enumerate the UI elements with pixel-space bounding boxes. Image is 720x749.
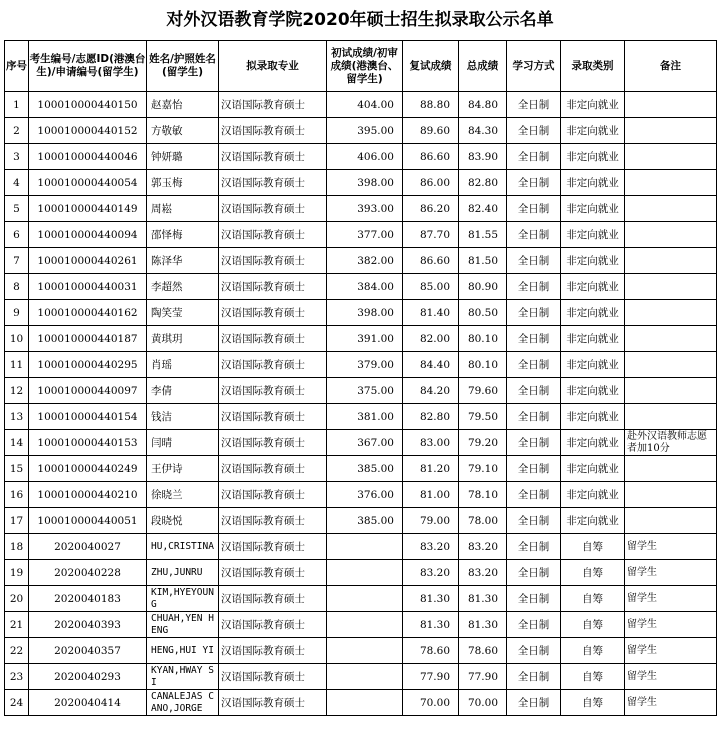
- row-exam-id: 100010000440261: [29, 248, 147, 274]
- row-total-score: 82.40: [459, 196, 507, 222]
- table-row: [5, 300, 717, 326]
- row-seq: 22: [5, 638, 29, 664]
- row-total-score: 84.80: [459, 92, 507, 118]
- row-admission-category: 非定向就业: [561, 378, 625, 404]
- table-row: [5, 456, 717, 482]
- row-seq: 3: [5, 144, 29, 170]
- row-retest-score: 83.20: [403, 560, 459, 586]
- row-admission-category: 自筹: [561, 560, 625, 586]
- row-seq: 5: [5, 196, 29, 222]
- row-seq: 11: [5, 352, 29, 378]
- row-initial-score: [327, 586, 403, 612]
- row-total-score: 83.20: [459, 560, 507, 586]
- row-study-mode: 全日制: [507, 534, 561, 560]
- header-col-initial-score: 初试成绩/初审成绩(港澳台、留学生): [327, 41, 403, 92]
- table-row: [5, 222, 717, 248]
- table-row: [5, 586, 717, 612]
- row-retest-score: 81.00: [403, 482, 459, 508]
- row-retest-score: 86.00: [403, 170, 459, 196]
- row-admission-category: 非定向就业: [561, 482, 625, 508]
- row-exam-id: 100010000440054: [29, 170, 147, 196]
- row-seq: 19: [5, 560, 29, 586]
- row-name: 周崧: [147, 196, 219, 222]
- row-seq: 2: [5, 118, 29, 144]
- row-retest-score: 79.00: [403, 508, 459, 534]
- row-initial-score: 375.00: [327, 378, 403, 404]
- row-name: CANALEJAS CANO,JORGE: [147, 690, 219, 716]
- header-col-study-mode: 学习方式: [507, 41, 561, 92]
- row-exam-id: 100010000440152: [29, 118, 147, 144]
- table-row: [5, 378, 717, 404]
- row-retest-score: 78.60: [403, 638, 459, 664]
- row-major: 汉语国际教育硕士: [219, 482, 327, 508]
- row-total-score: 79.50: [459, 404, 507, 430]
- row-name: 李倩: [147, 378, 219, 404]
- row-seq: 21: [5, 612, 29, 638]
- row-exam-id: 2020040293: [29, 664, 147, 690]
- table-row: [5, 612, 717, 638]
- header-row: [5, 41, 717, 92]
- row-exam-id: 100010000440097: [29, 378, 147, 404]
- row-major: 汉语国际教育硕士: [219, 196, 327, 222]
- row-study-mode: 全日制: [507, 404, 561, 430]
- row-retest-score: 83.20: [403, 534, 459, 560]
- row-remarks: [625, 274, 717, 300]
- row-retest-score: 77.90: [403, 664, 459, 690]
- row-major: 汉语国际教育硕士: [219, 560, 327, 586]
- row-admission-category: 非定向就业: [561, 274, 625, 300]
- row-study-mode: 全日制: [507, 196, 561, 222]
- row-total-score: 79.10: [459, 456, 507, 482]
- row-study-mode: 全日制: [507, 560, 561, 586]
- row-total-score: 79.60: [459, 378, 507, 404]
- row-exam-id: 2020040357: [29, 638, 147, 664]
- admission-table: [4, 40, 717, 716]
- row-initial-score: 377.00: [327, 222, 403, 248]
- row-study-mode: 全日制: [507, 378, 561, 404]
- row-exam-id: 2020040393: [29, 612, 147, 638]
- row-admission-category: 自筹: [561, 690, 625, 716]
- row-admission-category: 非定向就业: [561, 456, 625, 482]
- row-major: 汉语国际教育硕士: [219, 352, 327, 378]
- row-initial-score: 385.00: [327, 456, 403, 482]
- row-seq: 15: [5, 456, 29, 482]
- row-remarks: [625, 144, 717, 170]
- row-study-mode: 全日制: [507, 118, 561, 144]
- row-total-score: 78.00: [459, 508, 507, 534]
- row-admission-category: 非定向就业: [561, 222, 625, 248]
- row-initial-score: 395.00: [327, 118, 403, 144]
- row-initial-score: [327, 534, 403, 560]
- row-seq: 4: [5, 170, 29, 196]
- row-study-mode: 全日制: [507, 586, 561, 612]
- row-initial-score: 381.00: [327, 404, 403, 430]
- row-name: 赵嘉怡: [147, 92, 219, 118]
- row-study-mode: 全日制: [507, 664, 561, 690]
- row-major: 汉语国际教育硕士: [219, 664, 327, 690]
- row-admission-category: 非定向就业: [561, 430, 625, 456]
- row-total-score: 70.00: [459, 690, 507, 716]
- row-initial-score: 384.00: [327, 274, 403, 300]
- table-row: [5, 482, 717, 508]
- row-seq: 9: [5, 300, 29, 326]
- table-row: [5, 170, 717, 196]
- row-seq: 24: [5, 690, 29, 716]
- row-remarks: [625, 404, 717, 430]
- row-name: 徐晓兰: [147, 482, 219, 508]
- row-admission-category: 非定向就业: [561, 404, 625, 430]
- header-col-name: 姓名/护照姓名(留学生): [147, 41, 219, 92]
- row-admission-category: 非定向就业: [561, 170, 625, 196]
- row-remarks: 赴外汉语教师志愿者加10分: [625, 430, 717, 456]
- row-retest-score: 83.00: [403, 430, 459, 456]
- row-study-mode: 全日制: [507, 92, 561, 118]
- table-row: [5, 560, 717, 586]
- row-seq: 6: [5, 222, 29, 248]
- row-remarks: 留学生: [625, 638, 717, 664]
- row-exam-id: 2020040183: [29, 586, 147, 612]
- row-initial-score: 406.00: [327, 144, 403, 170]
- row-name: ZHU,JUNRU: [147, 560, 219, 586]
- row-major: 汉语国际教育硕士: [219, 508, 327, 534]
- row-remarks: [625, 118, 717, 144]
- row-total-score: 80.90: [459, 274, 507, 300]
- row-major: 汉语国际教育硕士: [219, 170, 327, 196]
- row-retest-score: 81.40: [403, 300, 459, 326]
- row-remarks: 留学生: [625, 690, 717, 716]
- table-row: [5, 248, 717, 274]
- row-remarks: [625, 170, 717, 196]
- row-initial-score: [327, 664, 403, 690]
- row-name: 方敬敏: [147, 118, 219, 144]
- row-name: HU,CRISTINA: [147, 534, 219, 560]
- row-total-score: 80.10: [459, 326, 507, 352]
- table-row: [5, 118, 717, 144]
- row-exam-id: 100010000440154: [29, 404, 147, 430]
- row-retest-score: 81.20: [403, 456, 459, 482]
- row-total-score: 78.60: [459, 638, 507, 664]
- row-initial-score: 379.00: [327, 352, 403, 378]
- row-name: 闫晴: [147, 430, 219, 456]
- row-remarks: [625, 456, 717, 482]
- row-admission-category: 非定向就业: [561, 300, 625, 326]
- row-study-mode: 全日制: [507, 690, 561, 716]
- row-initial-score: [327, 638, 403, 664]
- header-col-seq: 序号: [5, 41, 29, 92]
- row-seq: 17: [5, 508, 29, 534]
- row-retest-score: 87.70: [403, 222, 459, 248]
- row-total-score: 80.10: [459, 352, 507, 378]
- row-exam-id: 2020040414: [29, 690, 147, 716]
- table-row: [5, 404, 717, 430]
- row-study-mode: 全日制: [507, 300, 561, 326]
- row-exam-id: 100010000440051: [29, 508, 147, 534]
- row-exam-id: 100010000440295: [29, 352, 147, 378]
- row-remarks: [625, 222, 717, 248]
- row-study-mode: 全日制: [507, 248, 561, 274]
- row-total-score: 82.80: [459, 170, 507, 196]
- row-retest-score: 81.30: [403, 612, 459, 638]
- row-seq: 10: [5, 326, 29, 352]
- row-retest-score: 86.20: [403, 196, 459, 222]
- table-row: [5, 274, 717, 300]
- row-admission-category: 自筹: [561, 638, 625, 664]
- row-exam-id: 100010000440153: [29, 430, 147, 456]
- table-row: [5, 430, 717, 456]
- row-exam-id: 2020040027: [29, 534, 147, 560]
- row-exam-id: 100010000440031: [29, 274, 147, 300]
- row-total-score: 78.10: [459, 482, 507, 508]
- row-remarks: [625, 378, 717, 404]
- row-remarks: 留学生: [625, 612, 717, 638]
- row-remarks: 留学生: [625, 664, 717, 690]
- row-retest-score: 89.60: [403, 118, 459, 144]
- row-initial-score: 393.00: [327, 196, 403, 222]
- row-major: 汉语国际教育硕士: [219, 638, 327, 664]
- row-exam-id: 2020040228: [29, 560, 147, 586]
- row-study-mode: 全日制: [507, 170, 561, 196]
- row-study-mode: 全日制: [507, 352, 561, 378]
- row-exam-id: 100010000440094: [29, 222, 147, 248]
- row-admission-category: 非定向就业: [561, 118, 625, 144]
- row-name: 黄琪玥: [147, 326, 219, 352]
- row-seq: 18: [5, 534, 29, 560]
- row-remarks: [625, 482, 717, 508]
- row-name: 郭玉梅: [147, 170, 219, 196]
- row-admission-category: 非定向就业: [561, 508, 625, 534]
- row-major: 汉语国际教育硕士: [219, 456, 327, 482]
- row-major: 汉语国际教育硕士: [219, 118, 327, 144]
- row-remarks: [625, 352, 717, 378]
- row-retest-score: 81.30: [403, 586, 459, 612]
- header-col-remarks: 备注: [625, 41, 717, 92]
- row-study-mode: 全日制: [507, 222, 561, 248]
- header-col-total-score: 总成绩: [459, 41, 507, 92]
- row-retest-score: 70.00: [403, 690, 459, 716]
- row-study-mode: 全日制: [507, 144, 561, 170]
- row-retest-score: 85.00: [403, 274, 459, 300]
- row-major: 汉语国际教育硕士: [219, 248, 327, 274]
- row-major: 汉语国际教育硕士: [219, 274, 327, 300]
- row-total-score: 83.90: [459, 144, 507, 170]
- row-admission-category: 自筹: [561, 586, 625, 612]
- row-remarks: 留学生: [625, 586, 717, 612]
- row-name: 陶笑莹: [147, 300, 219, 326]
- row-remarks: [625, 508, 717, 534]
- row-retest-score: 82.00: [403, 326, 459, 352]
- row-seq: 14: [5, 430, 29, 456]
- row-initial-score: 382.00: [327, 248, 403, 274]
- row-initial-score: 385.00: [327, 508, 403, 534]
- row-admission-category: 非定向就业: [561, 326, 625, 352]
- row-exam-id: 100010000440162: [29, 300, 147, 326]
- row-study-mode: 全日制: [507, 274, 561, 300]
- row-name: KIM,HYEYOUNG: [147, 586, 219, 612]
- row-study-mode: 全日制: [507, 482, 561, 508]
- row-name: 陈泽华: [147, 248, 219, 274]
- row-exam-id: 100010000440210: [29, 482, 147, 508]
- row-major: 汉语国际教育硕士: [219, 690, 327, 716]
- table-row: [5, 664, 717, 690]
- row-name: 邵怿梅: [147, 222, 219, 248]
- table-row: [5, 690, 717, 716]
- row-retest-score: 88.80: [403, 92, 459, 118]
- row-initial-score: 398.00: [327, 300, 403, 326]
- row-total-score: 81.50: [459, 248, 507, 274]
- row-seq: 23: [5, 664, 29, 690]
- row-admission-category: 非定向就业: [561, 92, 625, 118]
- row-remarks: [625, 248, 717, 274]
- row-retest-score: 82.80: [403, 404, 459, 430]
- row-initial-score: 404.00: [327, 92, 403, 118]
- row-name: 钱洁: [147, 404, 219, 430]
- row-name: KYAN,HWAY SI: [147, 664, 219, 690]
- row-name: 肖瑶: [147, 352, 219, 378]
- row-remarks: 留学生: [625, 560, 717, 586]
- row-major: 汉语国际教育硕士: [219, 404, 327, 430]
- row-total-score: 81.55: [459, 222, 507, 248]
- row-exam-id: 100010000440149: [29, 196, 147, 222]
- row-remarks: [625, 300, 717, 326]
- row-major: 汉语国际教育硕士: [219, 586, 327, 612]
- row-total-score: 77.90: [459, 664, 507, 690]
- row-study-mode: 全日制: [507, 508, 561, 534]
- row-admission-category: 自筹: [561, 534, 625, 560]
- row-retest-score: 84.20: [403, 378, 459, 404]
- row-admission-category: 非定向就业: [561, 196, 625, 222]
- row-remarks: [625, 196, 717, 222]
- row-major: 汉语国际教育硕士: [219, 430, 327, 456]
- row-admission-category: 自筹: [561, 612, 625, 638]
- row-exam-id: 100010000440150: [29, 92, 147, 118]
- row-study-mode: 全日制: [507, 612, 561, 638]
- row-study-mode: 全日制: [507, 326, 561, 352]
- row-study-mode: 全日制: [507, 456, 561, 482]
- row-major: 汉语国际教育硕士: [219, 92, 327, 118]
- table-row: [5, 144, 717, 170]
- row-exam-id: 100010000440187: [29, 326, 147, 352]
- row-admission-category: 非定向就业: [561, 352, 625, 378]
- row-initial-score: [327, 612, 403, 638]
- header-col-admission-category: 录取类别: [561, 41, 625, 92]
- table-row: [5, 92, 717, 118]
- row-initial-score: 367.00: [327, 430, 403, 456]
- row-initial-score: 398.00: [327, 170, 403, 196]
- table-row: [5, 196, 717, 222]
- row-total-score: 79.20: [459, 430, 507, 456]
- row-name: 钟妍璐: [147, 144, 219, 170]
- row-admission-category: 非定向就业: [561, 144, 625, 170]
- row-seq: 7: [5, 248, 29, 274]
- row-name: CHUAH,YEN HENG: [147, 612, 219, 638]
- row-remarks: [625, 92, 717, 118]
- row-initial-score: 391.00: [327, 326, 403, 352]
- row-admission-category: 非定向就业: [561, 248, 625, 274]
- table-row: [5, 326, 717, 352]
- header-col-retest-score: 复试成绩: [403, 41, 459, 92]
- row-seq: 16: [5, 482, 29, 508]
- header-col-major: 拟录取专业: [219, 41, 327, 92]
- row-initial-score: [327, 560, 403, 586]
- row-seq: 1: [5, 92, 29, 118]
- row-name: 王伊诗: [147, 456, 219, 482]
- row-name: 段晓悦: [147, 508, 219, 534]
- row-study-mode: 全日制: [507, 638, 561, 664]
- row-remarks: 留学生: [625, 534, 717, 560]
- row-major: 汉语国际教育硕士: [219, 612, 327, 638]
- table-body: [5, 92, 717, 716]
- row-retest-score: 86.60: [403, 144, 459, 170]
- row-major: 汉语国际教育硕士: [219, 378, 327, 404]
- table-row: [5, 534, 717, 560]
- row-total-score: 84.30: [459, 118, 507, 144]
- table-row: [5, 352, 717, 378]
- row-study-mode: 全日制: [507, 430, 561, 456]
- header-col-exam-id: 考生编号/志愿ID(港澳台生)/申请编号(留学生): [29, 41, 147, 92]
- row-initial-score: [327, 690, 403, 716]
- row-total-score: 81.30: [459, 612, 507, 638]
- document-title: 对外汉语教育学院2020年硕士招生拟录取公示名单: [166, 10, 554, 30]
- row-seq: 20: [5, 586, 29, 612]
- table-row: [5, 508, 717, 534]
- row-seq: 12: [5, 378, 29, 404]
- row-major: 汉语国际教育硕士: [219, 534, 327, 560]
- row-exam-id: 100010000440046: [29, 144, 147, 170]
- row-retest-score: 86.60: [403, 248, 459, 274]
- row-initial-score: 376.00: [327, 482, 403, 508]
- row-remarks: [625, 326, 717, 352]
- row-seq: 8: [5, 274, 29, 300]
- row-major: 汉语国际教育硕士: [219, 300, 327, 326]
- row-major: 汉语国际教育硕士: [219, 222, 327, 248]
- table-row: [5, 638, 717, 664]
- row-retest-score: 84.40: [403, 352, 459, 378]
- row-name: 李超然: [147, 274, 219, 300]
- table-header: [5, 41, 717, 92]
- row-total-score: 80.50: [459, 300, 507, 326]
- row-major: 汉语国际教育硕士: [219, 144, 327, 170]
- row-major: 汉语国际教育硕士: [219, 326, 327, 352]
- row-exam-id: 100010000440249: [29, 456, 147, 482]
- row-seq: 13: [5, 404, 29, 430]
- row-admission-category: 自筹: [561, 664, 625, 690]
- row-total-score: 81.30: [459, 586, 507, 612]
- row-total-score: 83.20: [459, 534, 507, 560]
- row-name: HENG,HUI YI: [147, 638, 219, 664]
